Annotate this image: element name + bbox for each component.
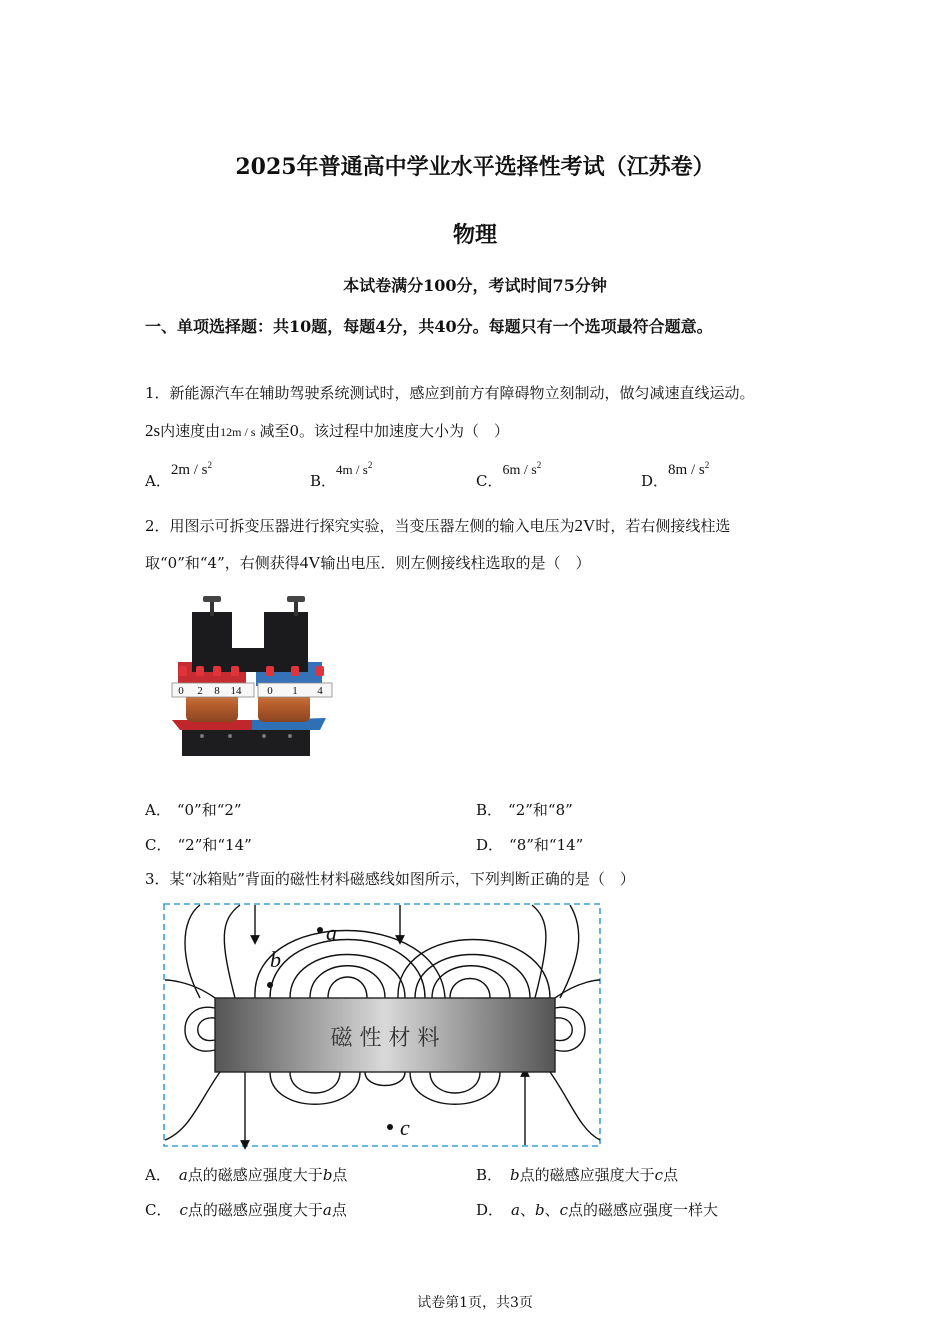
q2-option-b[interactable]: B． “2”和“8” (476, 801, 573, 819)
terminal-label: 2 (197, 685, 203, 697)
q2-option-d[interactable]: D． “8”和“14” (476, 836, 584, 854)
right-knob (287, 596, 305, 602)
q3-option-a[interactable]: A． a点的磁感应强度大于b点 (145, 1166, 348, 1184)
terminal-label: 0 (178, 685, 184, 697)
q2-line1: 2．用图示可拆变压器进行探究实验，当变压器左侧的输入电压为2V时，若右侧接线柱选 (145, 516, 731, 535)
q1-velocity: 12m / s (220, 425, 256, 439)
q1-option-c[interactable]: C．$6m / s^2$ (476, 460, 542, 490)
left-label-strip (172, 683, 254, 697)
subject-title: 物理 (452, 222, 497, 248)
point-c-dot (387, 1124, 393, 1130)
q1-time: 2s (145, 421, 161, 440)
q2-option-a[interactable]: A． “0”和“2” (145, 801, 242, 819)
q2-option-c[interactable]: C． “2”和“14” (145, 836, 252, 854)
terminal-label: 4 (317, 685, 323, 697)
transformer-figure (160, 590, 340, 760)
point-b-dot (267, 982, 273, 988)
q1-line1: 1．新能源汽车在辅助驾驶系统测试时，感应到前方有障碍物立刻制动，做匀减速直线运动。 (145, 384, 755, 402)
iron-core (192, 612, 308, 672)
terminal-label: 1 (292, 685, 298, 697)
terminal-label: 0 (267, 685, 273, 697)
magnet-label: 磁 性 材 料 (330, 1026, 440, 1051)
point-c-label: c (400, 1115, 410, 1140)
q1-option-b[interactable]: B．$4m / s^2$ (310, 460, 373, 490)
section-heading: 一、单项选择题：共10题，每题4分，共40分。每题只有一个选项最符合题意。 (145, 317, 713, 336)
q2-output-voltage: 4V (299, 553, 321, 572)
terminal-label: 14 (230, 685, 242, 697)
q1-option-d[interactable]: D．$8m / s^2$ (641, 460, 710, 490)
q2-input-voltage: 2V (574, 516, 596, 535)
page-footer: 试卷第1页，共3页 (417, 1295, 533, 1311)
q3-option-c[interactable]: C． c点的磁感应强度大于a点 (145, 1201, 347, 1219)
q1-mid1: 内速度由 (160, 422, 221, 440)
point-b-label: b (270, 947, 281, 972)
q1-mid2: 减至0。该过程中加速度大小为（ ） (259, 422, 510, 440)
terminal-label: 8 (214, 685, 220, 697)
point-a-label: a (326, 920, 337, 945)
exam-note: 本试卷满分100分，考试时间75分钟 (343, 276, 607, 295)
q3-option-b[interactable]: B． b点的磁感应强度大于c点 (476, 1166, 679, 1184)
magnetic-field-figure (160, 900, 605, 1150)
q1-option-a[interactable]: A．$2m / s^2$ (145, 460, 213, 490)
page-title: 2025年普通高中学业水平选择性考试（江苏卷） (235, 154, 715, 180)
q1-line2 (145, 421, 509, 442)
q3-stem: 3．某“冰箱贴”背面的磁性材料磁感线如图所示，下列判断正确的是（ ） (145, 870, 635, 888)
point-a-dot (317, 927, 323, 933)
q2-line2: 取“0”和“4”，右侧获得4V输出电压．则左侧接线柱选取的是（ ） (145, 553, 591, 572)
left-knob (203, 596, 221, 602)
q3-option-d[interactable]: D． a、b、c点的磁感应强度一样大 (476, 1201, 719, 1219)
